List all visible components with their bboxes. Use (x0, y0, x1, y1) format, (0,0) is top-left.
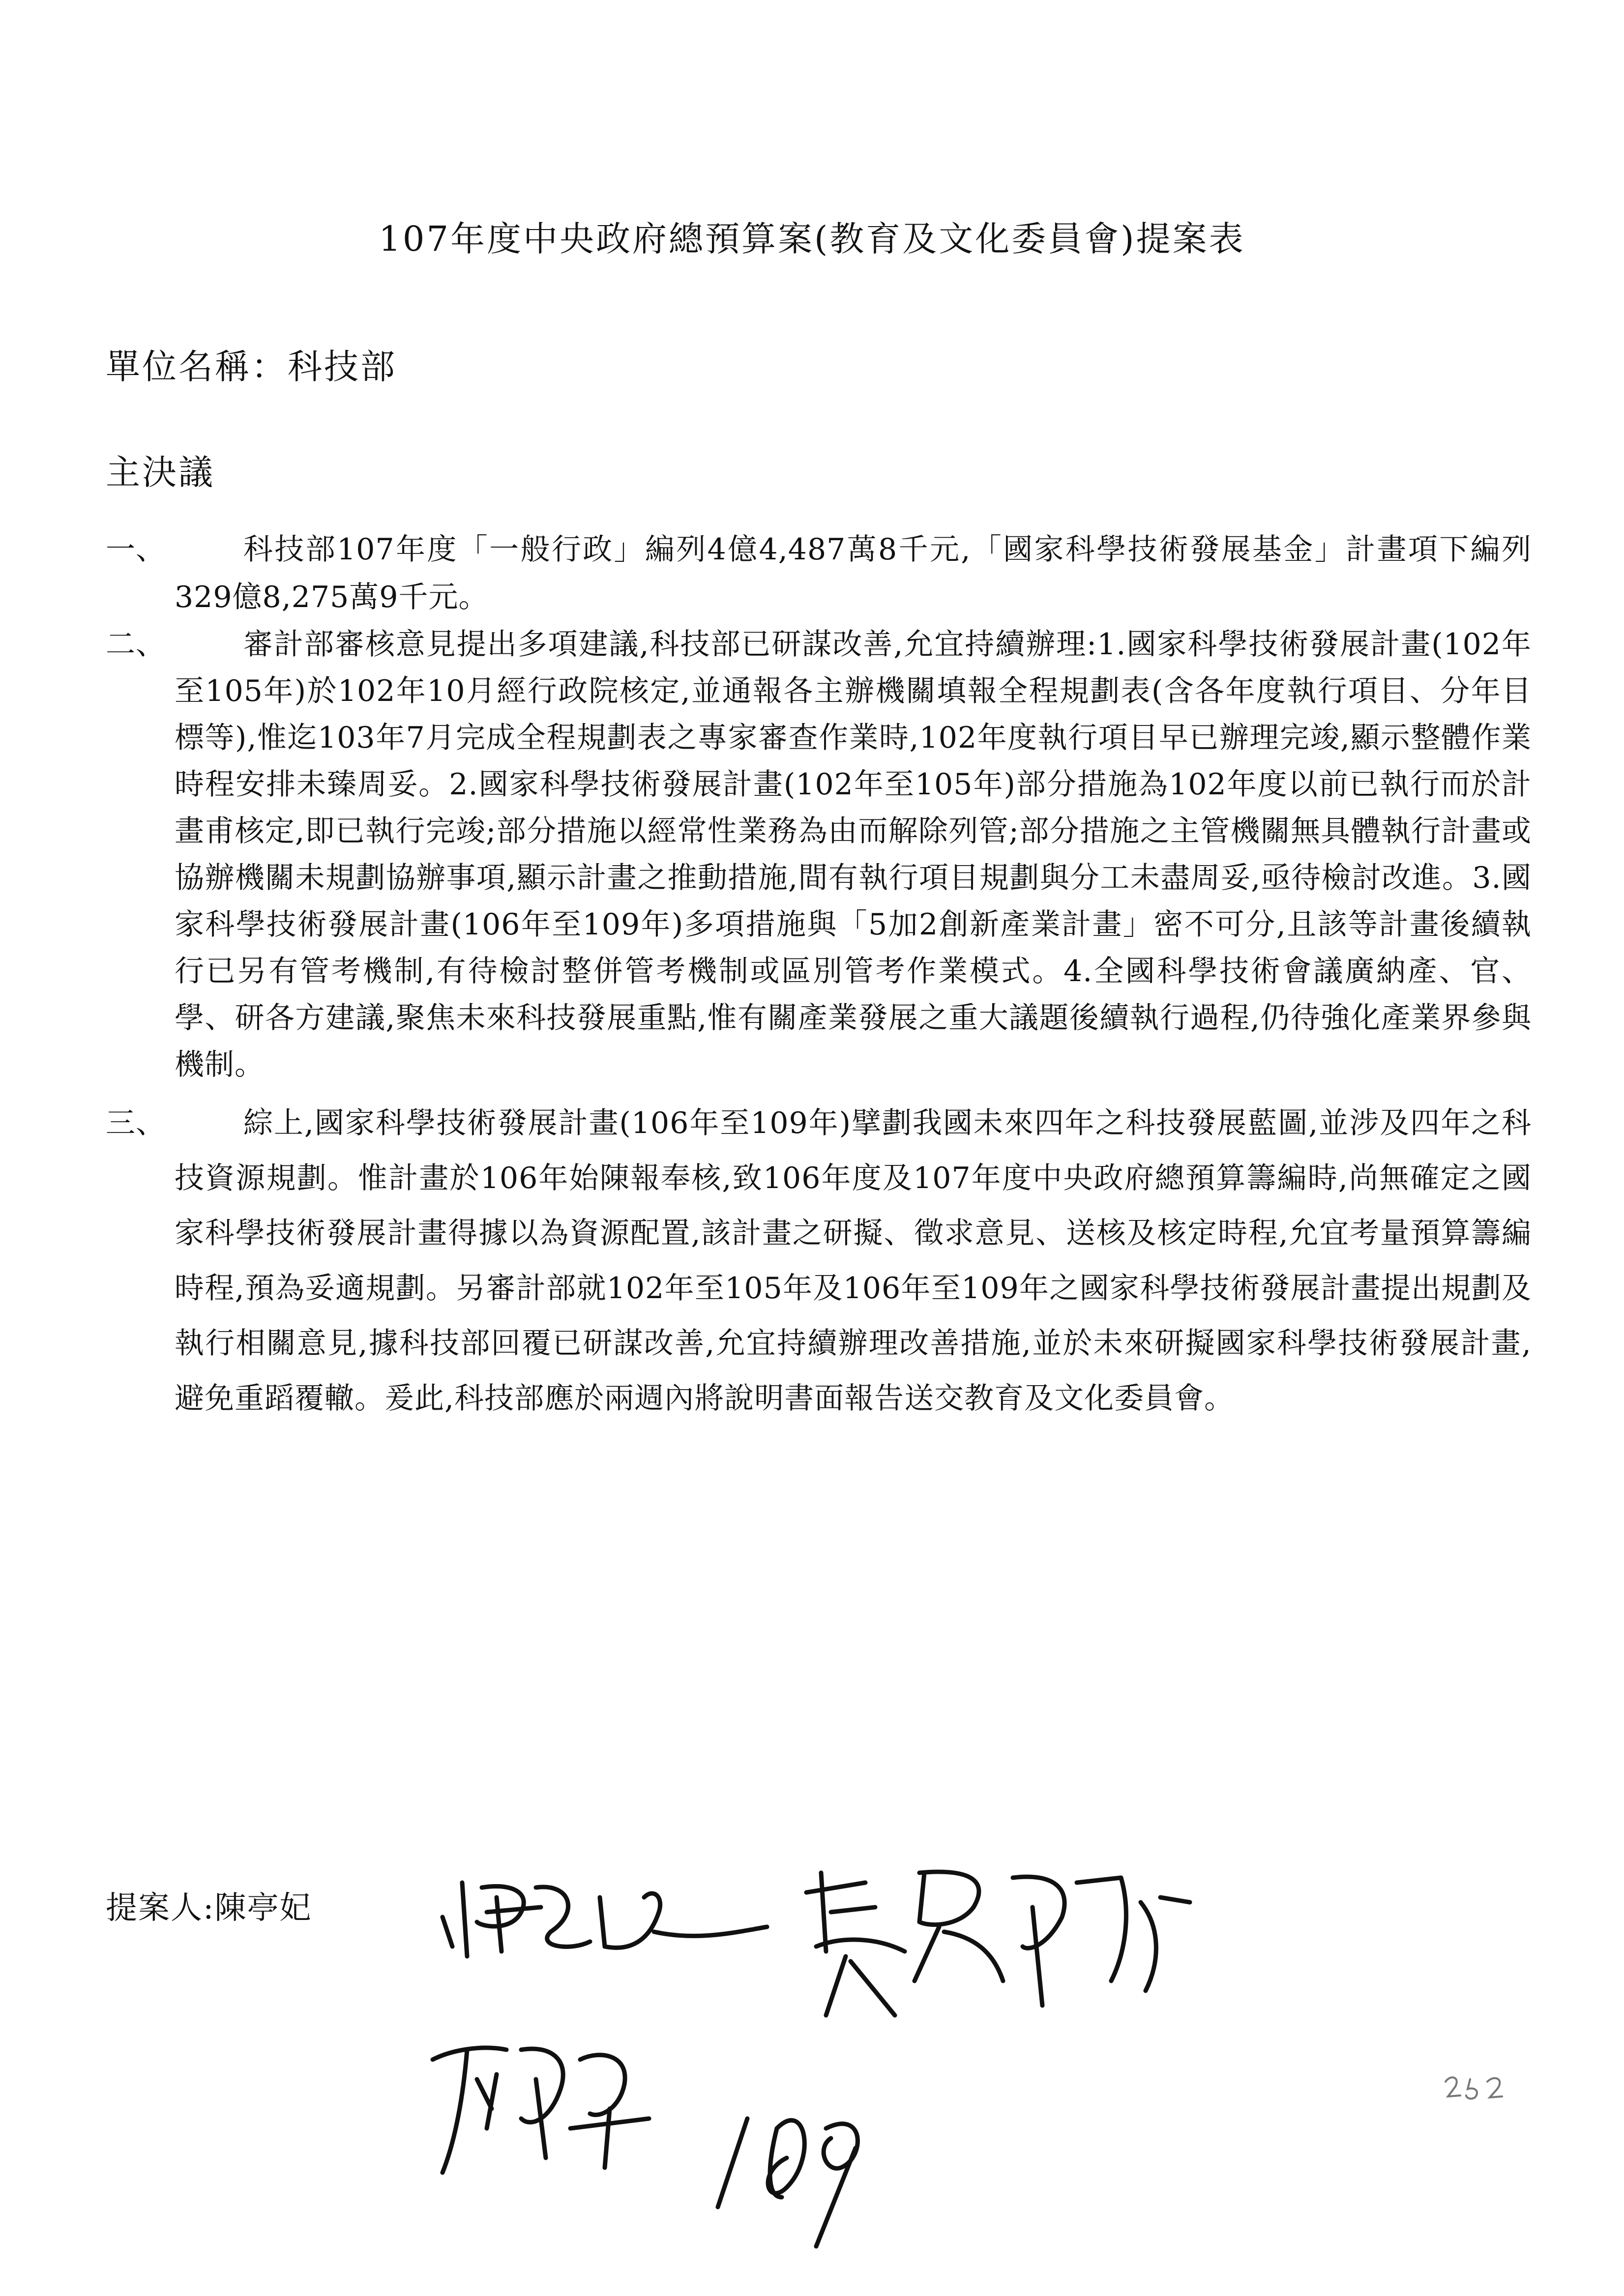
resolution-item (106, 526, 1532, 621)
signature-strokes-icon (423, 1853, 1480, 2271)
item-number: 三、 (106, 1106, 166, 1140)
resolution-item (106, 621, 1532, 1088)
resolution-list (106, 526, 1532, 1426)
unit-name: 單位名稱：科技部 (106, 347, 397, 387)
item-text: 科技部107年度「一般行政」編列4億4,487萬8千元,「國家科學技術發展基金」計畫項下編列329億8,275萬9千元。 (175, 532, 1532, 614)
handwritten-signatures (423, 1853, 1480, 2271)
page-number-mark (1441, 2067, 1514, 2106)
section-heading: 主決議 (106, 452, 215, 493)
document-title: 107年度中央政府總預算案(教育及文化委員會)提案表 (379, 219, 1245, 259)
handwritten-page-mark-icon (1441, 2067, 1514, 2106)
resolution-item (106, 1096, 1532, 1426)
item-text: 審計部審核意見提出多項建議,科技部已研謀改善,允宜持續辦理:1.國家科學技術發展計畫(102年至105年)於102年10月經行政院核定,並通報各主辦機關填報全程規劃表(含各年度執行項目、分年目標等),惟迄103年7月完成全程規劃表之專家審查作業時,102年度執行項目早已辦理完竣,顯示整體作業時程安排未臻周妥。2.國家科學技術發展計畫(102年至105年)部分措施為102年度以前已執行而於計畫甫核定,即已執行完竣;部分措施以經常性業務為由而解除列管;部分措施之主管機關無具體執行計畫或協辦機關未規劃協辦事項,顯示計畫之推動措施,間有執行項目規劃與分工未盡周妥,亟待檢討改進。3.國家科學技術發展計畫(106年至109年)多項措施與「5加2創新產業計畫」密不可分,且該等計畫後續執行已另有管考機制,有待檢討整併管考機制或區別管考作業模式。4.全國科學技術會議廣納產、官、學、研各方建議,聚焦未來科技發展重點,惟有關產業發展之重大議題後續執行過程,仍待強化產業界參與機制。 (175, 627, 1532, 1082)
proposer-label: 提案人:陳亭妃 (106, 1890, 312, 1926)
item-number: 二、 (106, 627, 166, 662)
item-text: 綜上,國家科學技術發展計畫(106年至109年)擘劃我國未來四年之科技發展藍圖,並涉及四年之科技資源規劃。惟計畫於106年始陳報奉核,致106年度及107年度中央政府總預算籌編時,尚無確定之國家科學技術發展計畫得據以為資源配置,該計畫之研擬、徵求意見、送核及核定時程,允宜考量預算籌編時程,預為妥適規劃。另審計部就102年至105年及106年至109年之國家科學技術發展計畫提出規劃及執行相關意見,據科技部回覆已研謀改善,允宜持續辦理改善措施,並於未來研擬國家科學技術發展計畫,避免重蹈覆轍。爰此,科技部應於兩週內將說明書面報告送交教育及文化委員會。 (175, 1106, 1532, 1416)
item-number: 一、 (106, 532, 166, 567)
